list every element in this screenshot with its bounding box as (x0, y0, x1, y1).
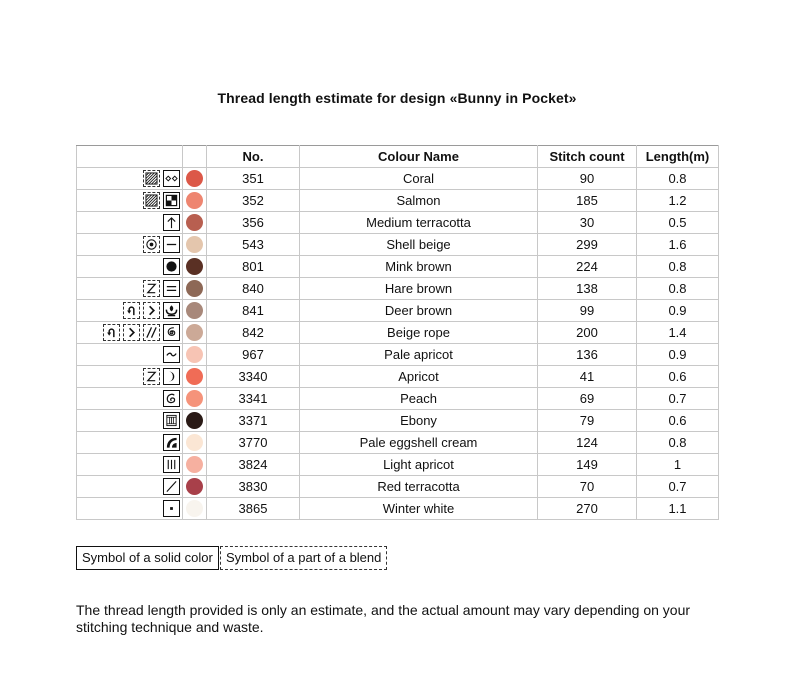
tilde-icon (163, 346, 180, 363)
color-swatch-cell (183, 278, 207, 300)
dash-icon (163, 236, 180, 253)
thread-length: 1.2 (637, 190, 719, 212)
filled-circle-icon (163, 258, 180, 275)
double-slash-icon (143, 324, 160, 341)
color-swatch-cell (183, 476, 207, 498)
thread-number: 3341 (207, 388, 300, 410)
diagonal-hatch-icon (143, 192, 160, 209)
color-swatch-cell (183, 190, 207, 212)
thread-length: 0.8 (637, 432, 719, 454)
table-row (77, 476, 719, 498)
table-header-row (77, 146, 719, 168)
table-row (77, 234, 719, 256)
crescent-icon (163, 368, 180, 385)
symbol-header (77, 146, 183, 168)
thread-length: 0.8 (637, 278, 719, 300)
stitch-count: 224 (538, 256, 637, 278)
color-swatch (186, 390, 203, 407)
color-swatch (186, 434, 203, 451)
letter-z-icon (143, 368, 160, 385)
table-row (77, 168, 719, 190)
color-swatch (186, 456, 203, 473)
symbol-cell (77, 300, 183, 322)
color-swatch-header (183, 146, 207, 168)
letter-z-icon (143, 280, 160, 297)
stitch-count: 90 (538, 168, 637, 190)
color-swatch (186, 170, 203, 187)
length-header: Length(m) (637, 146, 719, 168)
colour-name-header: Colour Name (300, 146, 538, 168)
symbol-cell (77, 168, 183, 190)
symbol-cell (77, 476, 183, 498)
stitch-count: 136 (538, 344, 637, 366)
symbol-cell (77, 190, 183, 212)
stitch-count: 200 (538, 322, 637, 344)
symbol-cell (77, 234, 183, 256)
table-row (77, 300, 719, 322)
colour-name: Pale eggshell cream (300, 432, 538, 454)
slash-icon (163, 478, 180, 495)
symbol-cell (77, 256, 183, 278)
symbol-cell (77, 322, 183, 344)
stitch-count: 41 (538, 366, 637, 388)
color-swatch (186, 236, 203, 253)
stitch-count-header: Stitch count (538, 146, 637, 168)
thread-length: 1.4 (637, 322, 719, 344)
color-swatch-cell (183, 256, 207, 278)
thread-number: 3770 (207, 432, 300, 454)
color-swatch (186, 192, 203, 209)
thread-number: 352 (207, 190, 300, 212)
colour-name: Shell beige (300, 234, 538, 256)
thread-number: 842 (207, 322, 300, 344)
number-header: No. (207, 146, 300, 168)
thread-length: 1 (637, 454, 719, 476)
stitch-count: 185 (538, 190, 637, 212)
symbol-cell (77, 498, 183, 520)
color-swatch (186, 280, 203, 297)
colour-name: Ebony (300, 410, 538, 432)
estimate-note: The thread length provided is only an estimate, and the actual amount may vary depending on your stitching technique and waste. (76, 602, 691, 635)
stitch-count: 124 (538, 432, 637, 454)
thread-number: 3865 (207, 498, 300, 520)
color-swatch-cell (183, 366, 207, 388)
color-swatch-cell (183, 432, 207, 454)
color-swatch (186, 214, 203, 231)
thread-length: 0.9 (637, 300, 719, 322)
color-swatch-cell (183, 212, 207, 234)
page-title: Thread length estimate for design «Bunny in Pocket» (217, 90, 577, 106)
thread-length: 0.7 (637, 388, 719, 410)
thread-table (76, 145, 719, 520)
color-swatch-cell (183, 410, 207, 432)
quarter-arc-icon (163, 434, 180, 451)
table-row (77, 322, 719, 344)
thread-length: 0.6 (637, 366, 719, 388)
color-swatch-cell (183, 300, 207, 322)
stitch-count: 149 (538, 454, 637, 476)
table-row (77, 432, 719, 454)
symbol-cell (77, 212, 183, 234)
table-row (77, 278, 719, 300)
column-icon (163, 412, 180, 429)
table-row (77, 256, 719, 278)
chevron-right-icon (123, 324, 140, 341)
thread-length: 0.7 (637, 476, 719, 498)
thread-number: 3371 (207, 410, 300, 432)
colour-name: Deer brown (300, 300, 538, 322)
legend-blend-symbol: Symbol of a part of a blend (220, 546, 387, 570)
table-row (77, 454, 719, 476)
color-swatch-cell (183, 454, 207, 476)
up-arrow-icon (163, 214, 180, 231)
stitch-count: 270 (538, 498, 637, 520)
color-swatch (186, 368, 203, 385)
thread-number: 543 (207, 234, 300, 256)
thread-length: 0.8 (637, 168, 719, 190)
diagonal-hatch-icon (143, 170, 160, 187)
color-swatch-cell (183, 234, 207, 256)
color-swatch-cell (183, 388, 207, 410)
color-swatch (186, 412, 203, 429)
color-swatch (186, 324, 203, 341)
thread-number: 3340 (207, 366, 300, 388)
thread-number: 351 (207, 168, 300, 190)
stitch-count: 138 (538, 278, 637, 300)
thread-number: 3830 (207, 476, 300, 498)
color-swatch-cell (183, 322, 207, 344)
table-row (77, 498, 719, 520)
colour-name: Mink brown (300, 256, 538, 278)
color-swatch (186, 302, 203, 319)
thread-length: 0.6 (637, 410, 719, 432)
color-swatch (186, 478, 203, 495)
colour-name: Peach (300, 388, 538, 410)
colour-name: Winter white (300, 498, 538, 520)
symbol-cell (77, 344, 183, 366)
colour-name: Coral (300, 168, 538, 190)
colour-name: Light apricot (300, 454, 538, 476)
color-swatch (186, 500, 203, 517)
colour-name: Salmon (300, 190, 538, 212)
colour-name: Medium terracotta (300, 212, 538, 234)
colour-name: Hare brown (300, 278, 538, 300)
fleur-icon (163, 302, 180, 319)
thread-number: 840 (207, 278, 300, 300)
thread-length: 1.1 (637, 498, 719, 520)
color-swatch-cell (183, 168, 207, 190)
dot-in-circle-icon (143, 236, 160, 253)
curl-icon (163, 390, 180, 407)
stitch-count: 79 (538, 410, 637, 432)
stitch-count: 299 (538, 234, 637, 256)
table-row (77, 190, 719, 212)
table-row (77, 388, 719, 410)
stitch-count: 30 (538, 212, 637, 234)
thread-number: 841 (207, 300, 300, 322)
symbol-cell (77, 278, 183, 300)
symbol-cell (77, 432, 183, 454)
thread-number: 801 (207, 256, 300, 278)
symbol-cell (77, 454, 183, 476)
color-swatch-cell (183, 344, 207, 366)
table-row (77, 344, 719, 366)
stitch-count: 70 (538, 476, 637, 498)
color-swatch-cell (183, 498, 207, 520)
colour-name: Beige rope (300, 322, 538, 344)
triple-bar-icon (163, 456, 180, 473)
spiral-icon (163, 324, 180, 341)
thread-length: 1.6 (637, 234, 719, 256)
thread-number: 967 (207, 344, 300, 366)
diamonds-icon (163, 170, 180, 187)
table-row (77, 212, 719, 234)
color-swatch (186, 258, 203, 275)
symbol-cell (77, 410, 183, 432)
legend-solid-symbol: Symbol of a solid color (76, 546, 219, 570)
symbol-cell (77, 366, 183, 388)
thread-length: 0.8 (637, 256, 719, 278)
color-swatch (186, 346, 203, 363)
checker-square-icon (163, 192, 180, 209)
chevron-right-icon (143, 302, 160, 319)
stitch-count: 99 (538, 300, 637, 322)
colour-name: Apricot (300, 366, 538, 388)
hook-arrow-icon (103, 324, 120, 341)
colour-name: Pale apricot (300, 344, 538, 366)
table-row (77, 410, 719, 432)
thread-number: 356 (207, 212, 300, 234)
thread-length: 0.9 (637, 344, 719, 366)
thread-length: 0.5 (637, 212, 719, 234)
small-dot-icon (163, 500, 180, 517)
stitch-count: 69 (538, 388, 637, 410)
table-row (77, 366, 719, 388)
symbol-cell (77, 388, 183, 410)
thread-number: 3824 (207, 454, 300, 476)
equals-icon (163, 280, 180, 297)
colour-name: Red terracotta (300, 476, 538, 498)
hook-arrow-icon (123, 302, 140, 319)
